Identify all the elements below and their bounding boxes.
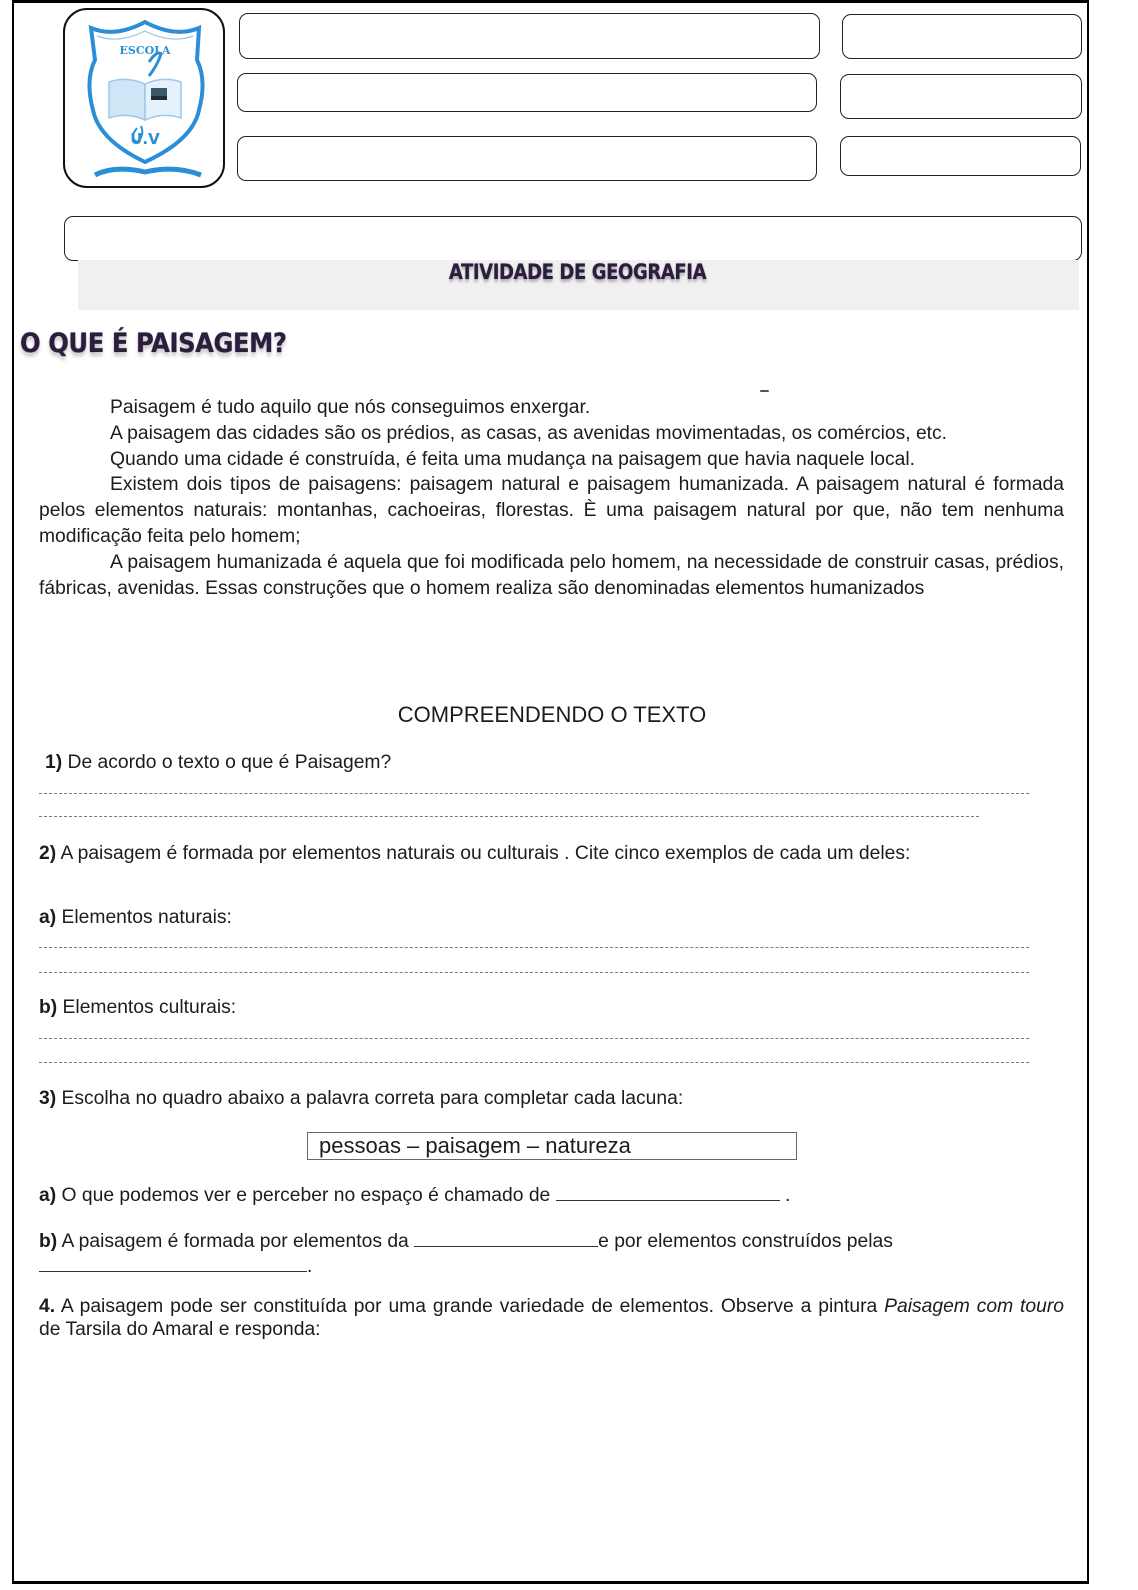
header-field-1[interactable] (239, 13, 820, 59)
answer-line[interactable] (39, 972, 1029, 973)
question-4-text-after: de Tarsila do Amaral e responda: (39, 1319, 321, 1340)
header-field-2[interactable] (842, 14, 1082, 59)
answer-line[interactable] (39, 947, 1029, 948)
question-3b-text: A paisagem é formada por elementos da (57, 1231, 415, 1252)
section-title: O QUE É PAISAGEM? (20, 328, 287, 359)
header-field-6[interactable] (840, 136, 1081, 176)
question-3a (39, 1182, 790, 1207)
activity-title: ATIVIDADE DE GEOGRAFIA (448, 260, 707, 284)
school-logo-frame (63, 8, 225, 188)
fill-blank[interactable] (414, 1228, 598, 1247)
question-3b-end: . (307, 1256, 313, 1277)
logo-initials: U.V (130, 130, 160, 148)
question-3b-middle: e por elementos construídos pelas (598, 1231, 893, 1252)
question-2b-label: b) (39, 997, 58, 1018)
header-field-4[interactable] (840, 74, 1082, 119)
question-2a-text: Elementos naturais: (56, 907, 232, 928)
question-3a-end: . (779, 1185, 791, 1206)
question-1-text: De acordo o texto o que é Paisagem? (62, 752, 392, 773)
fill-blank[interactable] (556, 1182, 780, 1201)
answer-line[interactable] (39, 793, 1029, 794)
question-4-number: 4. (39, 1296, 56, 1317)
reading-paragraph: Existem dois tipos de paisagens: paisagem natural e paisagem humanizada. A paisagem natural é formada pelos elementos naturais: montanhas, cachoeiras, florestas. È uma paisagem natural por que, não tem nenhuma modificação feita pelo homem; (39, 474, 1064, 547)
question-2b-text: Elementos culturais: (57, 997, 237, 1018)
question-3b (39, 1228, 893, 1253)
question-2-number: 2) (39, 843, 57, 864)
logo-arc-text: ESCOLA (119, 44, 171, 57)
question-3a-label: a) (39, 1185, 57, 1206)
answer-line[interactable] (39, 1062, 1029, 1063)
fill-blank[interactable] (39, 1253, 307, 1272)
question-3 (39, 1088, 683, 1110)
school-crest-icon (65, 10, 225, 188)
question-1 (45, 752, 391, 774)
reading-paragraph: Paisagem é tudo aquilo que nós conseguimos enxergar. (110, 397, 591, 418)
question-2-text: A paisagem é formada por elementos naturais ou culturais . Cite cinco exemplos de cada um deles: (56, 843, 911, 864)
header-field-3[interactable] (237, 73, 817, 112)
answer-line[interactable] (39, 816, 979, 817)
artwork-title: Paisagem com touro (884, 1296, 1065, 1317)
stray-mark (760, 390, 769, 392)
question-1-number: 1) (45, 752, 63, 773)
question-3b-label: b) (39, 1231, 58, 1252)
word-bank-box: pessoas – paisagem – natureza (307, 1132, 797, 1160)
question-4 (39, 1295, 1064, 1341)
question-3-number: 3) (39, 1088, 57, 1109)
question-4-text: A paisagem pode ser constituída por uma grande variedade de elementos. Observe a pintura (55, 1296, 885, 1317)
reading-paragraph: Quando uma cidade é construída, é feita uma mudança na paisagem que havia naquele local. (110, 448, 915, 470)
reading-paragraph: A paisagem humanizada é aquela que foi modificada pelo homem, na necessidade de construir casas, prédios, fábricas, avenidas. Essas construções que o homem realiza são denominadas elementos humanizados (39, 551, 1064, 599)
header-field-wide[interactable] (64, 216, 1082, 261)
question-2 (39, 842, 1064, 865)
question-3a-text: O que podemos ver e perceber no espaço é chamado de (56, 1185, 556, 1206)
reading-paragraph: A paisagem das cidades são os prédios, as casas, as avenidas movimentadas, os comércios, etc. (110, 422, 948, 444)
question-3-text: Escolha no quadro abaixo a palavra correta para completar cada lacuna: (56, 1088, 684, 1109)
answer-line[interactable] (39, 1038, 1029, 1039)
reading-text (39, 395, 1064, 601)
question-3b-continued (39, 1253, 312, 1278)
question-2a-label: a) (39, 907, 57, 928)
question-2a (39, 907, 232, 929)
header-field-5[interactable] (237, 136, 817, 181)
comprehension-title: COMPREENDENDO O TEXTO (397, 702, 707, 727)
question-2b (39, 997, 236, 1019)
